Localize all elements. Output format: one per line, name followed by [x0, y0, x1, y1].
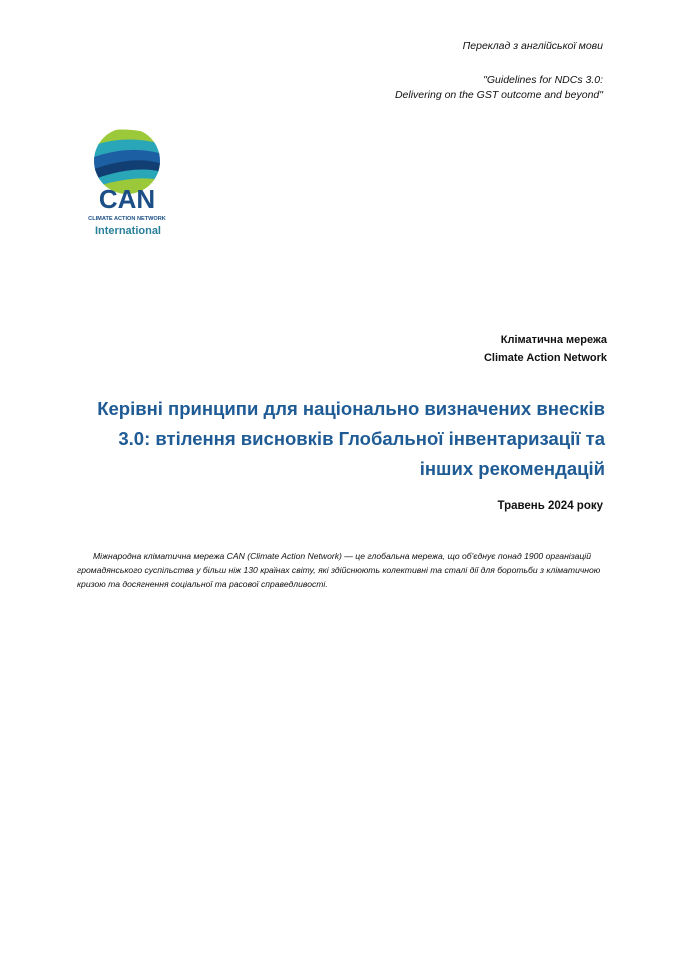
can-international-logo: [76, 128, 196, 240]
organization-name: [484, 331, 607, 367]
source-document-title: [395, 73, 603, 103]
document-title-line-2: 3.0: втілення висновків Глобальної інвентаризації та: [118, 428, 605, 449]
source-title-line-1: "Guidelines for NDCs 3.0:: [483, 74, 603, 86]
logo-subtitle-text: CLIMATE ACTION NETWORK: [88, 216, 166, 222]
organization-name-uk: Кліматична мережа: [500, 334, 607, 346]
document-title-line-3: інших рекомендацій: [419, 458, 605, 479]
logo-region-text: International: [94, 225, 162, 237]
translation-note-text: Переклад з англійської мови: [462, 40, 603, 52]
logo-name-text: CAN: [98, 184, 156, 214]
document-title: [45, 394, 605, 484]
document-title-line-1: Керівні принципи для національно визначених внесків: [97, 398, 605, 419]
can-logo-graphic: [76, 128, 196, 240]
organization-description: Міжнародна кліматична мережа CAN (Climate Action Network) — це глобальна мережа, що об'єднує понад 1900 організацій громадянського суспільства у більш ніж 130 країнах світу, які здійснюють колективні та сталі дії для боротьби з кліматичною кризою та досягнення соціальної та расової справедливості.: [77, 551, 601, 589]
publication-date: Травень 2024 року: [497, 500, 603, 512]
translation-note: [463, 39, 603, 54]
source-title-line-2: Delivering on the GST outcome and beyond": [394, 89, 603, 101]
organization-name-en: Climate Action Network: [483, 352, 607, 364]
